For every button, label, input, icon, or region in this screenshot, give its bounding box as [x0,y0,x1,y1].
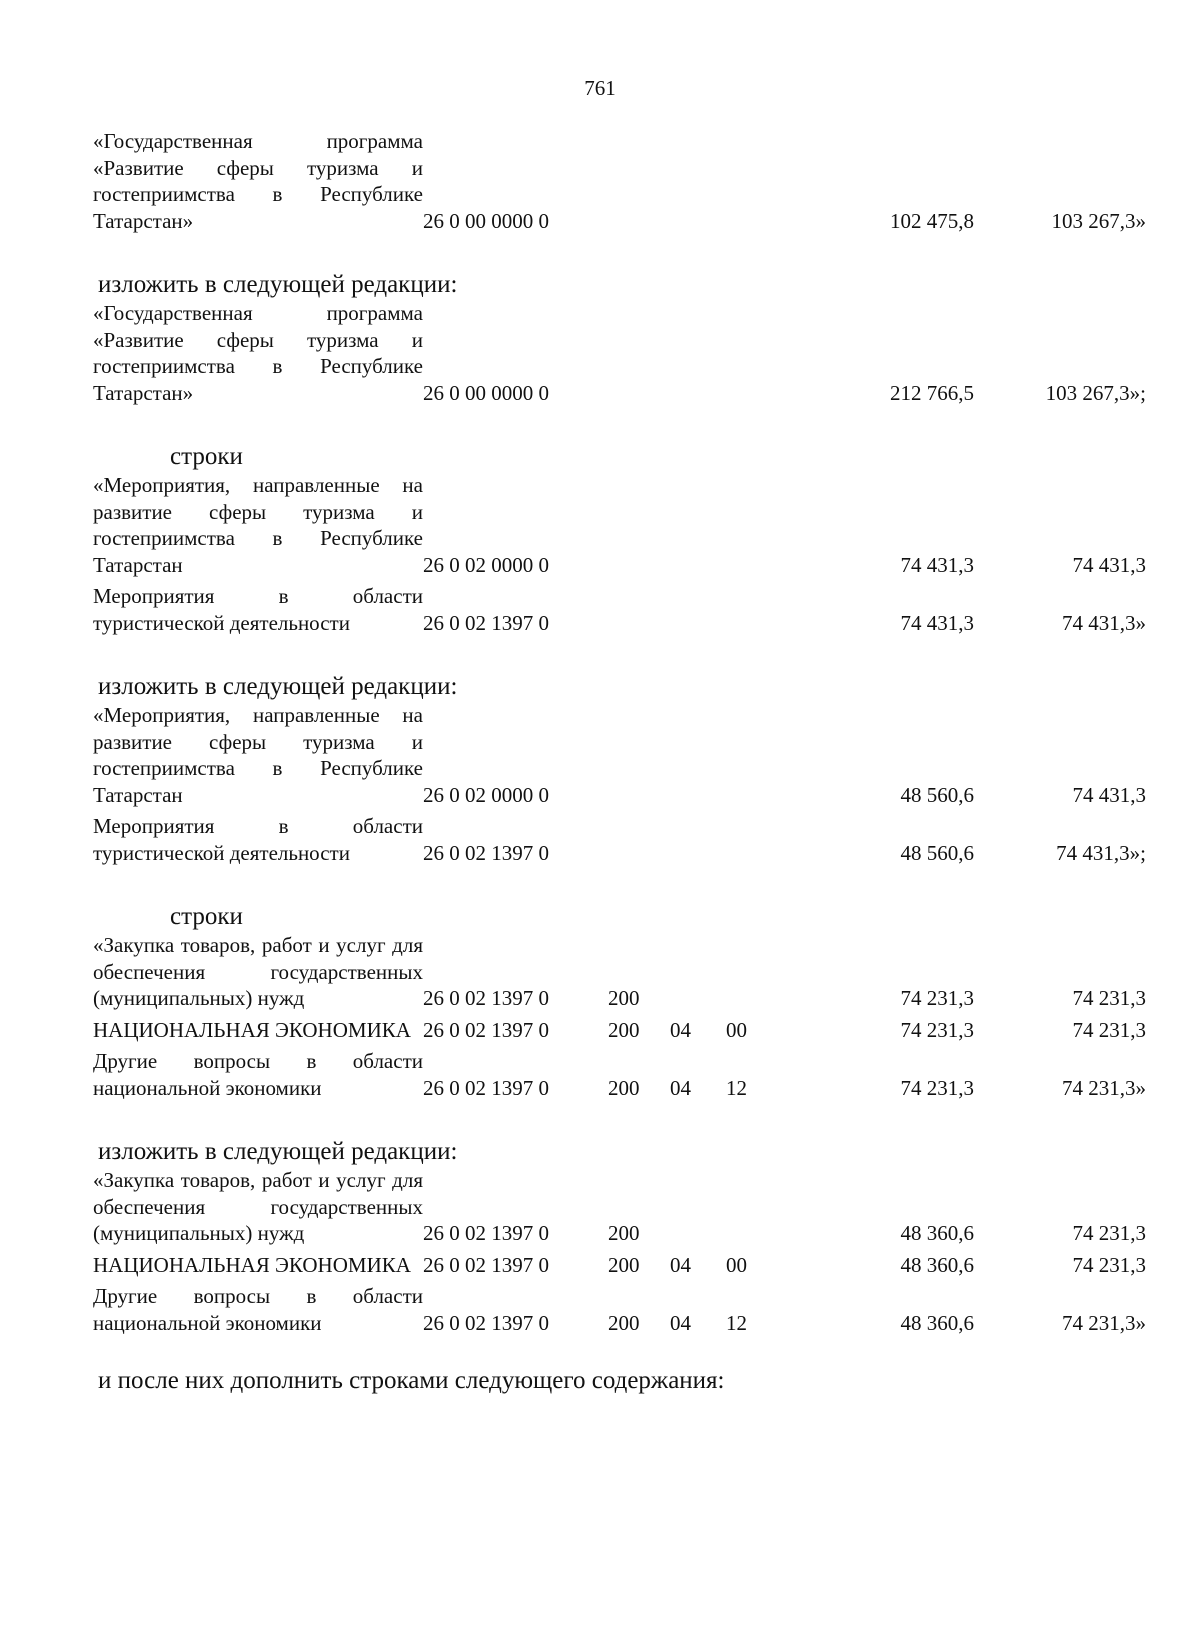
amount-year-2: 74 431,3» [1062,610,1146,635]
expense-type-code: 200 [608,1017,640,1042]
subsection-code [726,808,814,866]
table-row [93,128,1146,234]
page-number: 761 [584,76,616,100]
table-row [93,808,1146,866]
subsection-code [726,578,814,636]
target-article-code: 26 0 02 1397 0 [423,1017,549,1042]
amount-year-1: 48 360,6 [900,1310,974,1335]
amount-year-2: 74 431,3 [1072,552,1146,577]
subsection-code [726,128,814,234]
amount-year-1: 48 560,6 [900,782,974,807]
amount-year-2: 74 231,3» [1062,1310,1146,1335]
section-code: 04 [670,1075,691,1100]
table-row [93,1043,1146,1101]
row-name: Другие вопросы в области национальной экономики [93,1284,423,1335]
expense-type-code [608,128,670,234]
target-article-code: 26 0 00 0000 0 [423,208,549,233]
block-heading: строки [170,443,243,470]
block-heading: изложить в следующей редакции: [98,1138,458,1165]
target-article-code: 26 0 02 1397 0 [423,986,549,1010]
row-name: Мероприятия в области туристической деятельности [93,814,423,865]
amount-year-1: 74 231,3 [900,1017,974,1042]
section-code [670,300,726,406]
target-article-code: 26 0 02 0000 0 [423,552,549,577]
table-row [93,932,1146,1012]
section-code: 04 [670,1252,691,1277]
subsection-code: 12 [726,1075,747,1100]
expense-type-code: 200 [608,1252,640,1277]
amount-year-2: 74 431,3 [1072,782,1146,807]
block-heading: изложить в следующей редакции: [98,673,458,700]
closing-paragraph: и после них дополнить строками следующего содержания: [98,1367,725,1394]
table-row [93,1278,1146,1336]
amount-year-1: 74 431,3 [900,552,974,577]
table-row [93,578,1146,636]
amount-year-2: 74 231,3» [1062,1075,1146,1100]
amount-year-2: 74 231,3 [1072,986,1146,1010]
section-code [670,932,726,1012]
expense-type-code [608,578,670,636]
expense-type-code [608,472,670,578]
amount-year-1: 48 560,6 [900,840,974,865]
amount-year-1: 74 431,3 [900,610,974,635]
amount-year-1: 74 231,3 [900,986,974,1010]
table-row [93,1247,1146,1279]
section-code [670,578,726,636]
amendment-block [0,1137,1200,1336]
row-name: «Закупка товаров, работ и услуг для обеспечения государственных (муниципальных) нужд [93,1168,423,1245]
row-name: «Закупка товаров, работ и услуг для обеспечения государственных (муниципальных) нужд [93,933,423,1010]
amount-year-2: 103 267,3»; [1045,380,1146,405]
expense-type-code: 200 [608,1075,640,1100]
row-name: Мероприятия в области туристической деятельности [93,584,423,635]
target-article-code: 26 0 02 1397 0 [423,1252,549,1277]
block-heading: строки [170,903,243,930]
table-row [93,702,1146,808]
section-code [670,1167,726,1247]
table-row [93,472,1146,578]
budget-table [93,128,1146,234]
amount-year-2: 74 231,3 [1072,1017,1146,1042]
table-row [93,1012,1146,1044]
row-name: НАЦИОНАЛЬНАЯ ЭКОНОМИКА [93,1252,411,1277]
target-article-code: 26 0 02 1397 0 [423,1075,549,1100]
document-body [0,128,1200,1396]
row-name: Другие вопросы в области национальной экономики [93,1049,423,1100]
section-code: 04 [670,1017,691,1042]
section-code [670,472,726,578]
amendment-block [0,128,1200,234]
subsection-code [726,1167,814,1247]
block-heading: изложить в следующей редакции: [98,271,458,298]
section-code: 04 [670,1310,691,1335]
row-name: «Государственная программа «Развитие сферы туризма и гостеприимства в Республике Татарстан» [93,301,423,405]
subsection-code: 12 [726,1310,747,1335]
amount-year-1: 102 475,8 [890,208,974,233]
section-code [670,808,726,866]
amendment-block [0,672,1200,866]
amount-year-1: 74 231,3 [900,1075,974,1100]
row-name: НАЦИОНАЛЬНАЯ ЭКОНОМИКА [93,1017,411,1042]
target-article-code: 26 0 02 1397 0 [423,1310,549,1335]
table-row [93,1167,1146,1247]
section-code [670,702,726,808]
amendment-block [0,902,1200,1101]
budget-table [93,1167,1146,1336]
expense-type-code: 200 [608,1221,640,1245]
amount-year-2: 74 431,3»; [1056,840,1146,865]
target-article-code: 26 0 02 1397 0 [423,1221,549,1245]
expense-type-code: 200 [608,986,640,1010]
target-article-code: 26 0 00 0000 0 [423,380,549,405]
amendment-block [0,442,1200,636]
amount-year-2: 74 231,3 [1072,1252,1146,1277]
expense-type-code [608,808,670,866]
subsection-code: 00 [726,1252,747,1277]
amount-year-2: 103 267,3» [1051,208,1146,233]
amount-year-1: 48 360,6 [900,1252,974,1277]
amount-year-1: 212 766,5 [890,380,974,405]
target-article-code: 26 0 02 1397 0 [423,840,549,865]
target-article-code: 26 0 02 1397 0 [423,610,549,635]
subsection-code [726,300,814,406]
amount-year-1: 48 360,6 [900,1221,974,1245]
row-name: «Мероприятия, направленные на развитие сферы туризма и гостеприимства в Республике Татарстан [93,703,423,807]
table-row [93,300,1146,406]
subsection-code [726,702,814,808]
expense-type-code [608,702,670,808]
row-name: «Мероприятия, направленные на развитие сферы туризма и гостеприимства в Республике Татарстан [93,473,423,577]
row-name: «Государственная программа «Развитие сферы туризма и гостеприимства в Республике Татарстан» [93,129,423,233]
subsection-code [726,472,814,578]
expense-type-code: 200 [608,1310,640,1335]
budget-table [93,932,1146,1101]
expense-type-code [608,300,670,406]
amount-year-2: 74 231,3 [1072,1221,1146,1245]
amendment-block [0,270,1200,406]
budget-table [93,300,1146,406]
subsection-code: 00 [726,1017,747,1042]
budget-table [93,702,1146,866]
target-article-code: 26 0 02 0000 0 [423,782,549,807]
section-code [670,128,726,234]
budget-table [93,472,1146,636]
subsection-code [726,932,814,1012]
